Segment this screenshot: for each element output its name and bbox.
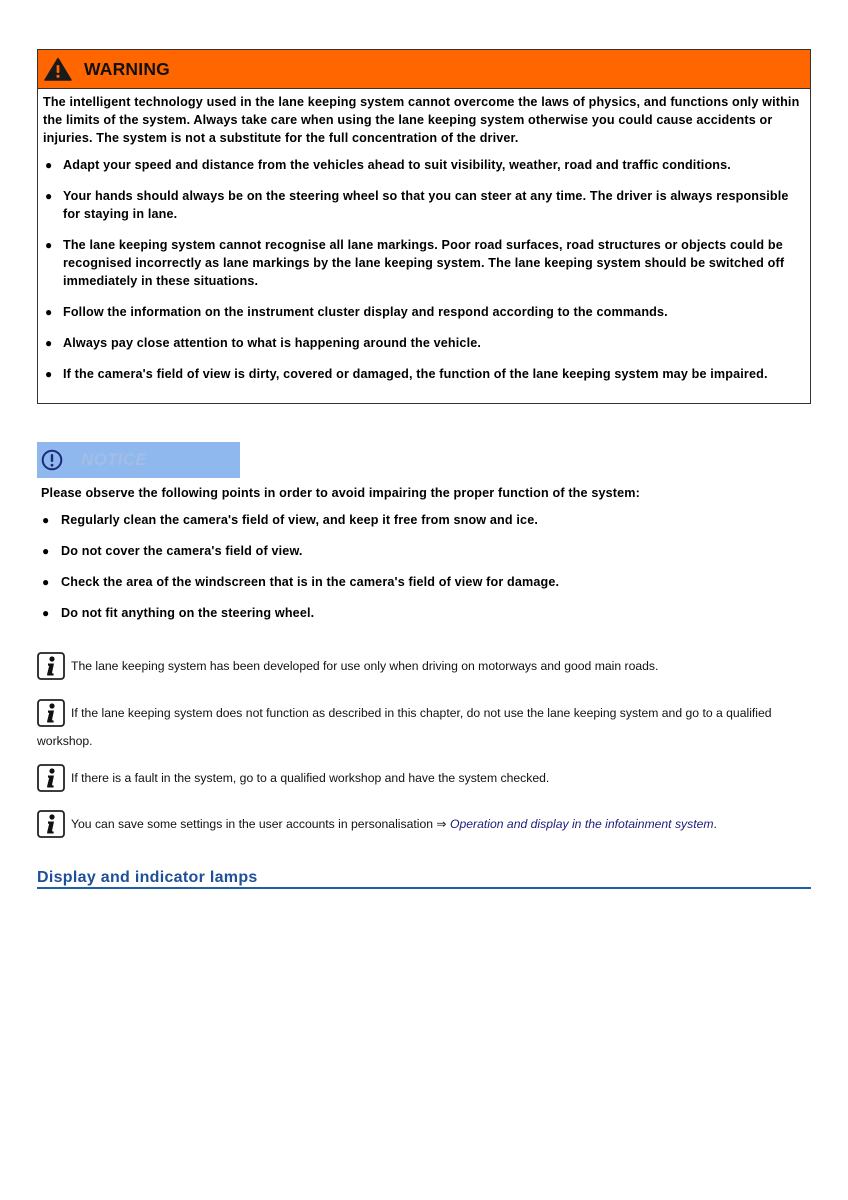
warning-title: WARNING [84,58,170,79]
warning-list-item: ● The lane keeping system cannot recognise all lane markings. Poor road surfaces, road structures or objects could be recognised incorrectly as lane markings by the lane keeping system. The lane keeping system should be switched off immediately in these situations. [45,238,785,288]
bullet-icon: ● [45,367,53,381]
bullet-icon: ● [45,336,53,350]
notice-exclamation-icon [41,449,63,471]
warning-body [38,89,810,383]
notice-body [41,484,811,622]
bullet-icon: ● [45,238,53,252]
warning-list-item: ● Your hands should always be on the steering wheel so that you can steer at any time. The driver is always responsible for staying in lane. [45,189,789,221]
warning-list-item: ● Adapt your speed and distance from the vehicles ahead to suit visibility, weather, road and traffic conditions. [45,158,731,172]
bullet-icon: ● [42,606,50,620]
notice-intro: Please observe the following points in order to avoid impairing the proper function of the system: [41,486,640,500]
notice-title: NOTICE [81,450,148,469]
warning-intro: The intelligent technology used in the lane keeping system cannot overcome the laws of physics, and functions only within the limits of the system. Always take care when using the lane keeping system otherwise you could cause accidents or injuries. The system is not a substitute for the full concentration of the driver. [43,95,800,145]
info-note: If there is a fault in the system, go to a qualified workshop and have the system checked. [37,765,811,793]
warning-list-item: ● Always pay close attention to what is happening around the vehicle. [45,336,482,350]
warning-header [38,50,810,89]
bullet-icon: ● [45,189,53,203]
warning-box [37,49,811,404]
info-icon [37,764,65,792]
bullet-icon: ● [42,513,50,527]
warning-list-item: ● If the camera's field of view is dirty, covered or damaged, the function of the lane keeping system may be impaired. [45,367,768,381]
notice-list-item: ● Regularly clean the camera's field of view, and keep it free from snow and ice. [42,513,539,527]
info-icon [37,652,65,680]
section-heading [37,868,811,889]
info-icon [37,699,65,727]
notice-list-item: ● Do not cover the camera's field of view. [42,544,303,558]
bullet-icon: ● [45,158,53,172]
section-heading-text: Display and indicator lamps [37,869,258,886]
bullet-icon: ● [45,305,53,319]
warning-list-item: ● Follow the information on the instrument cluster display and respond according to the commands. [45,305,668,319]
info-note: You can save some settings in the user accounts in personalisation ⇒ Operation and display in the infotainment system. [37,811,811,839]
infotainment-link[interactable]: Operation and display in the infotainment system [450,817,714,832]
warning-triangle-icon [44,57,72,81]
arrow-icon: ⇒ [436,817,447,832]
warning-list [43,156,804,383]
info-note: If the lane keeping system does not function as described in this chapter, do not use the lane keeping system and go to a qualified workshop. [37,700,811,754]
bullet-icon: ● [42,544,50,558]
bullet-icon: ● [42,575,50,589]
notice-list-item: ● Check the area of the windscreen that is in the camera's field of view for damage. [42,575,560,589]
notice-banner [37,442,240,478]
notice-list-item: ● Do not fit anything on the steering wheel. [42,606,315,620]
info-note: The lane keeping system has been developed for use only when driving on motorways and good main roads. [37,653,811,681]
info-icon [37,810,65,838]
notice-list [41,511,811,622]
